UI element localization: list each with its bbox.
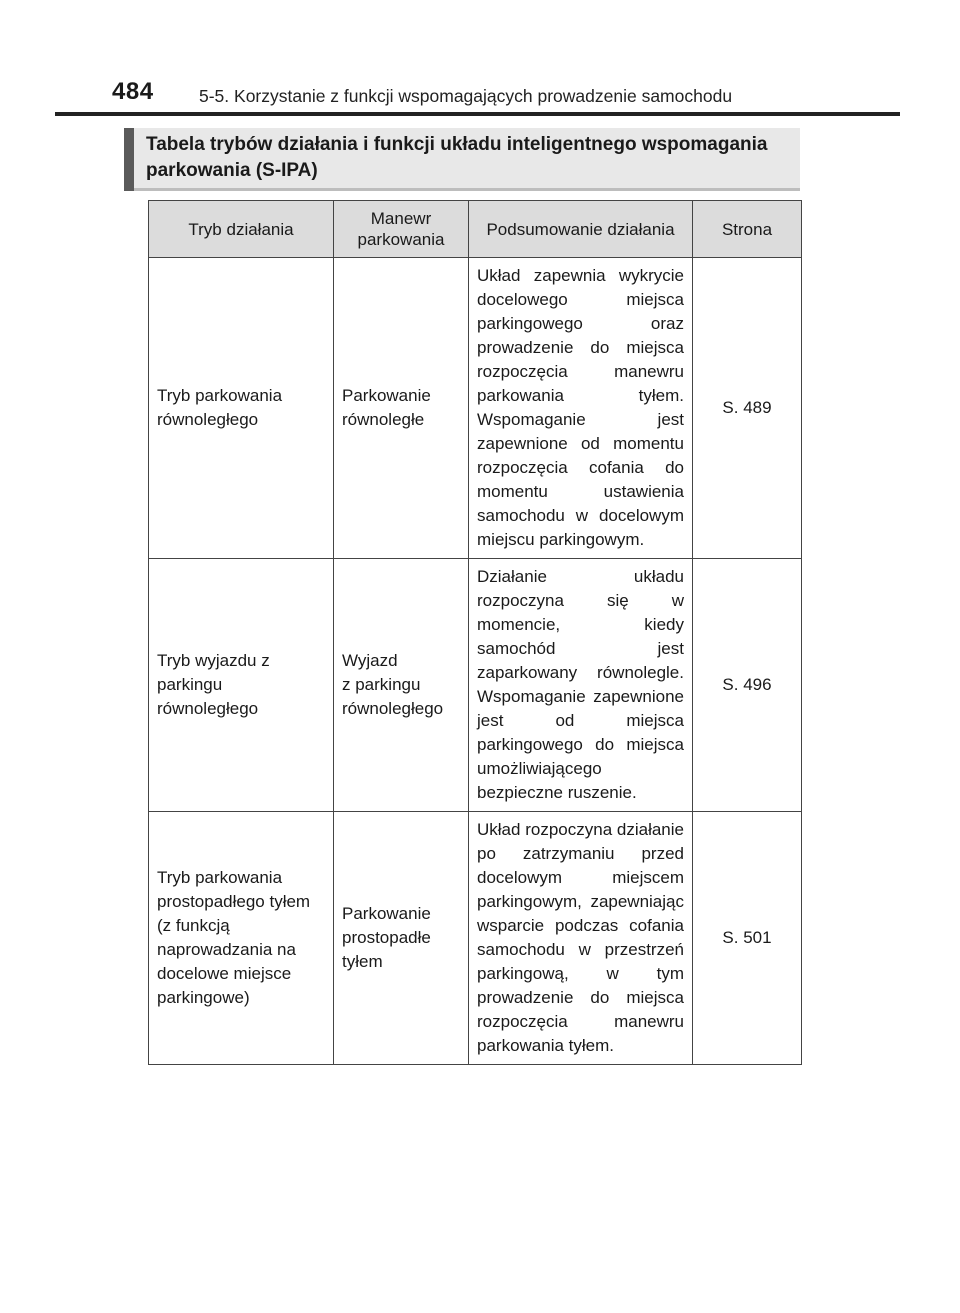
column-header-summary: Podsumowanie działania bbox=[469, 201, 693, 258]
table-row bbox=[149, 559, 802, 812]
cell-summary: Układ zapewnia wykrycie docelowego miejsca parkingowego oraz prowadzenie do miejsca rozpoczęcia manewru parkowania tyłem. Wspomaganie jest zapewnione od momentu rozpoczęcia cofania do momentu ustawienia samochodu w docelowym miejscu parkingowym. bbox=[469, 258, 693, 559]
column-header-maneuver-label: Manewr parkowania bbox=[357, 209, 445, 249]
section-heading-box bbox=[124, 128, 800, 191]
chapter-header: 5-5. Korzystanie z funkcji wspomagających prowadzenie samochodu bbox=[199, 86, 733, 106]
table-row bbox=[149, 812, 802, 1065]
section-heading-bar bbox=[124, 128, 134, 191]
cell-mode: Tryb parkowania prostopadłego tyłem (z funkcją naprowadzania na docelowe miejsce parkingowe) bbox=[149, 812, 334, 1065]
cell-page-ref: S. 501 bbox=[693, 812, 802, 1065]
column-header-page: Strona bbox=[693, 201, 802, 258]
cell-mode: Tryb wyjazdu z parkingu równoległego bbox=[149, 559, 334, 812]
modes-table bbox=[148, 200, 802, 1065]
table-header-row bbox=[149, 201, 802, 258]
cell-maneuver: Parkowanie prostopadłe tyłem bbox=[334, 812, 469, 1065]
column-header-mode: Tryb działania bbox=[149, 201, 334, 258]
cell-page-ref: S. 489 bbox=[693, 258, 802, 559]
cell-page-ref: S. 496 bbox=[693, 559, 802, 812]
cell-mode: Tryb parkowania równoległego bbox=[149, 258, 334, 559]
header-divider bbox=[55, 112, 900, 116]
page-number: 484 bbox=[112, 78, 154, 105]
cell-summary: Układ rozpoczyna działanie po zatrzymaniu przed docelowym miejscem parkingowym, zapewniając wsparcie podczas cofania samochodu w przestrzeń parkingową, w tym prowadzenie do miejsca rozpoczęcia manewru parkowania tyłem. bbox=[469, 812, 693, 1065]
table-row bbox=[149, 258, 802, 559]
cell-summary: Działanie układu rozpoczyna się w momencie, kiedy samochód jest zaparkowany równolegle. Wspomaganie zapewnione jest od miejsca parkingowego do miejsca umożliwiającego bezpieczne ruszenie. bbox=[469, 559, 693, 812]
cell-maneuver: Parkowanie równoległe bbox=[334, 258, 469, 559]
cell-maneuver: Wyjazd z parkingu równoległego bbox=[334, 559, 469, 812]
column-header-maneuver bbox=[334, 201, 469, 258]
section-title: Tabela trybów działania i funkcji układu inteligentnego wspomagania parkowania (S-IPA) bbox=[146, 134, 768, 181]
